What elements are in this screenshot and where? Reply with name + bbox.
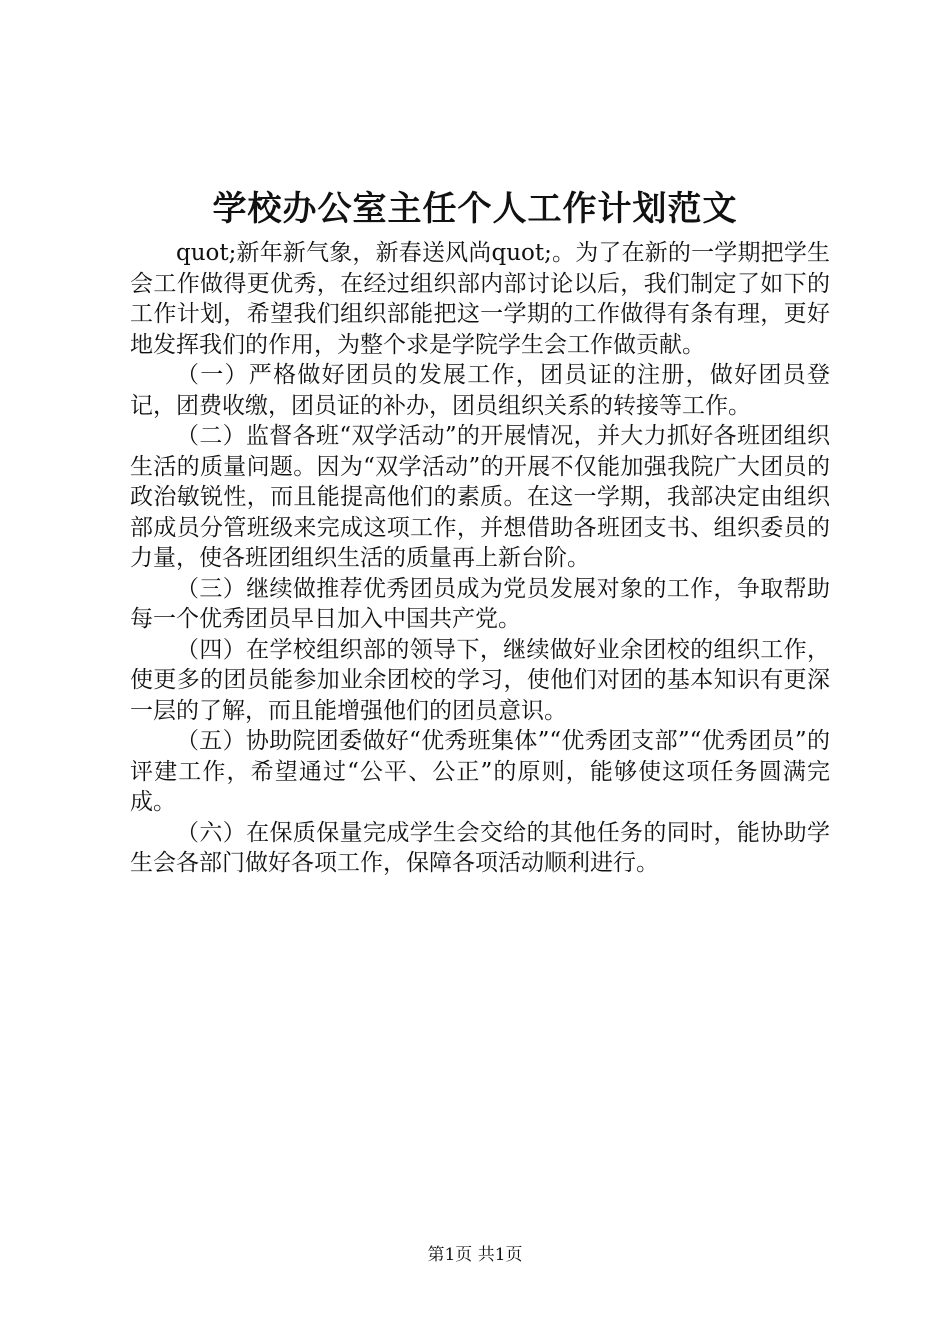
document-body xyxy=(130,238,830,879)
document-title: 学校办公室主任个人工作计划范文 xyxy=(212,189,738,229)
paragraph-item-5: （五）协助院团委做好“优秀班集体”“优秀团支部”“优秀团员”的评建工作，希望通过“公平、公正”的原则，能够使这项任务圆满完成。 xyxy=(130,728,830,815)
paragraph-intro: quot;新年新气象，新春送风尚quot;。为了在新的一学期把学生会工作做得更优秀，在经过组织部内部讨论以后，我们制定了如下的工作计划，希望我们组织部能把这一学期的工作做得有条有理，更好地发挥我们的作用，为整个求是学院学生会工作做贡献。 xyxy=(130,240,830,358)
paragraph-item-3: （三）继续做推荐优秀团员成为党员发展对象的工作，争取帮助每一个优秀团员早日加入中国共产党。 xyxy=(130,575,830,632)
paragraph-item-2: （二）监督各班“双学活动”的开展情况，并大力抓好各班团组织生活的质量问题。因为“双学活动”的开展不仅能加强我院广大团员的政治敏锐性，而且能提高他们的素质。在这一学期，我部决定由组织部成员分管班级来完成这项工作，并想借助各班团支书、组织委员的力量，使各班团组织生活的质量再上新台阶。 xyxy=(130,423,830,571)
page-footer: 第1页 共1页 xyxy=(427,1245,523,1265)
paragraph-item-4: （四）在学校组织部的领导下，继续做好业余团校的组织工作，使更多的团员能参加业余团校的学习，使他们对团的基本知识有更深一层的了解，而且能增强他们的团员意识。 xyxy=(130,636,830,724)
paragraph-item-6: （六）在保质保量完成学生会交给的其他任务的同时，能协助学生会各部门做好各项工作，保障各项活动顺利进行。 xyxy=(130,819,830,876)
paragraph-item-1: （一）严格做好团员的发展工作，团员证的注册，做好团员登记，团费收缴，团员证的补办，团员组织关系的转接等工作。 xyxy=(130,362,830,419)
